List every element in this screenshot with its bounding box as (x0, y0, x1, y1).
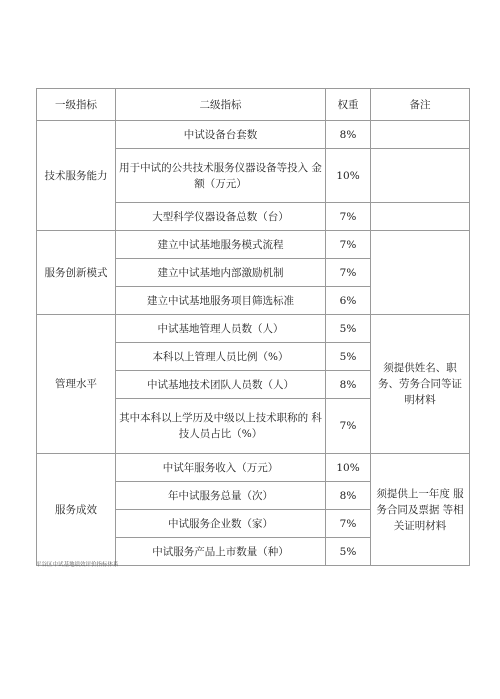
header-row (37, 89, 470, 121)
item-weight: 7% (326, 231, 371, 259)
item-label: 大型科学仪器设备总数（台） (116, 203, 326, 231)
item-label: 建立中试基地内部激励机制 (116, 259, 326, 287)
item-label: 建立中试基地服务项目筛选标准 (116, 287, 326, 315)
item-label: 建立中试基地服务模式流程 (116, 231, 326, 259)
header-level2: 二级指标 (116, 89, 326, 121)
note-cell (371, 231, 470, 315)
footer-caption: 平谷区中试基地绩效评价指标体系 (36, 562, 119, 568)
item-weight: 7% (326, 259, 371, 287)
item-label: 中试基地技术团队人员数（人） (116, 371, 326, 399)
item-label: 中试服务企业数（家） (116, 510, 326, 538)
item-label: 本科以上管理人员比例（%） (116, 343, 326, 371)
item-weight: 10% (326, 454, 371, 482)
table-row (37, 315, 470, 343)
indicator-table (36, 88, 470, 566)
group-name-tech-capability: 技术服务能力 (37, 121, 116, 231)
item-label: 其中本科以上学历及中级以上技术职称的 科技人员占比（%） (116, 399, 326, 454)
item-weight: 7% (326, 203, 371, 231)
item-label: 中试基地管理人员数（人） (116, 315, 326, 343)
note-service-results: 须提供上一年度 服务合同及票据 等相关证明材料 (371, 454, 470, 566)
item-weight: 6% (326, 287, 371, 315)
table-row (37, 121, 470, 149)
note-cell (371, 121, 470, 149)
item-weight: 5% (326, 538, 371, 566)
header-weight: 权重 (326, 89, 371, 121)
header-note: 备注 (371, 89, 470, 121)
header-level1: 一级指标 (37, 89, 116, 121)
item-weight: 8% (326, 371, 371, 399)
item-weight: 5% (326, 315, 371, 343)
item-weight: 8% (326, 482, 371, 510)
item-weight: 10% (326, 149, 371, 203)
table-row (37, 454, 470, 482)
table-row (37, 231, 470, 259)
group-name-management: 管理水平 (37, 315, 116, 454)
note-cell (371, 149, 470, 203)
item-label: 中试设备台套数 (116, 121, 326, 149)
note-cell (371, 203, 470, 231)
item-label: 中试服务产品上市数量（种） (116, 538, 326, 566)
item-weight: 7% (326, 399, 371, 454)
item-weight: 8% (326, 121, 371, 149)
group-name-innovation-mode: 服务创新模式 (37, 231, 116, 315)
group-name-service-results: 服务成效 (37, 454, 116, 566)
item-weight: 7% (326, 510, 371, 538)
note-management: 须提供姓名、职务、劳务合同等证明材料 (371, 315, 470, 454)
item-label: 中试年服务收入（万元） (116, 454, 326, 482)
item-label: 用于中试的公共技术服务仪器设备等投入 金额（万元） (116, 149, 326, 203)
item-label: 年中试服务总量（次） (116, 482, 326, 510)
item-weight: 5% (326, 343, 371, 371)
